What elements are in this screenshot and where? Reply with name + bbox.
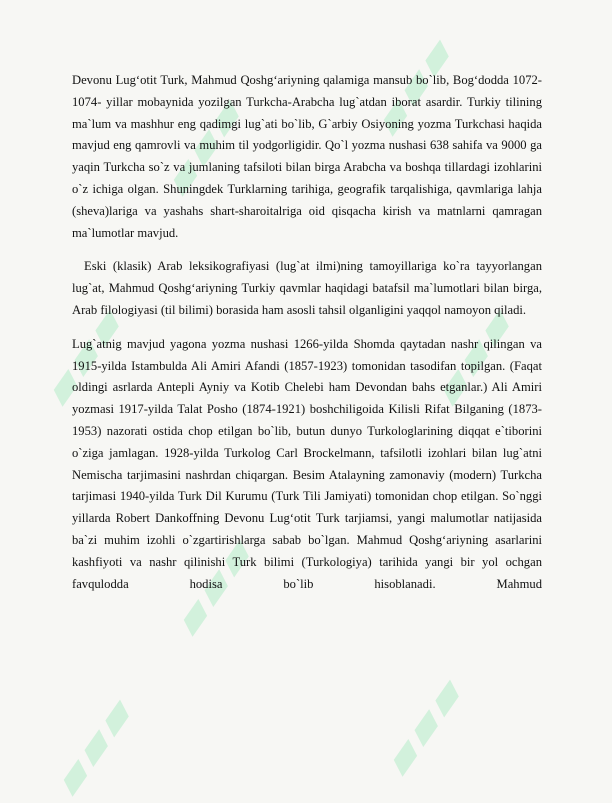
watermark: ▰▰▰	[163, 526, 265, 643]
paragraph: Devonu Lug‘otit Turk, Mahmud Qoshg‘ariyning qalamiga mansub bo`lib, Bog‘dodda 1072-1074- yillar mobaynida yozilgan Turkcha-Arabcha lug`atdan iborat asardir. Turkiy tilining ma`lum va mashhur eng qadimgi lug`ati bo`lib, G`arbiy Osiyoning yozma Turkchasi haqida mavjud eng qamrovli va muhim til yodgorligidir. Qo`l yozma nushasi 638 sahifa va 9000 ga yaqin Turkcha so`z va jumlaning tafsiloti bilan birga Arabcha va boshqa tillardagi izohlarini o`z ichiga olgan. Shuningdek Turklarning tarihiga, geografik tarqalishiga, qavmlariga lahja (sheva)lariga va yashahs shart-sharoitalriga oid qisqacha kirish va matnlarni qamragan ma`lumotlar mavjud.	[72, 73, 542, 240]
watermark: ▰▰▰	[363, 26, 465, 143]
watermark: ▰▰▰	[423, 296, 525, 413]
watermark: ▰▰▰	[33, 296, 135, 413]
document-page	[72, 70, 542, 607]
watermark: ▰▰▰	[373, 666, 475, 783]
paragraph: Eski (klasik) Arab leksikografiyasi (lug`at ilmi)ning tamoyillariga ko`ra tayyorlangan lug`at, Mahmud Qoshg‘ariyning Turkiy qavmlar haqidagi batafsil ma`lumotlari bilan birga, Arab filologiyasi (til bilimi) borasida ham asosli tahsil olganligini yaqqol namoyon qiladi.	[72, 259, 542, 317]
watermark: ▰▰▰	[153, 86, 255, 203]
paragraph: Lug`atnig mavjud yagona yozma nushasi 1266-yilda Shomda qaytadan nashr qilingan va 1915-yilda Istambulda Ali Amiri Afandi (1857-1923) tomonidan tasodifan topilgan. (Faqat oldingi asrlarda Antepli Ayniy va Kotib Chelebi ham Devondan bahs etganlar.) Ali Amiri yozmasi 1917-yilda Talat Posho (1874-1921) boshchiligoida Kilisli Rifat Bilganing (1873-1953) nazorati ostida chop etilgan bo`lib, butun dunyo Turkologlarining diqqat e`tiborini o`ziga jamlagan. 1928-yilda Turkolog Carl Brockelmann, tafsilotli izohlari bilan lug`atni Nemischa tarjimasini nashrdan chiqargan. Besim Atalayning zamonaviy (modern) Turkcha tarjimasi 1940-yilda Turk Dil Kurumu (Turk Tili Jamiyati) tomonidan chop etilgan. So`nggi yillarda Robert Dankoffning Devonu Lug‘otit Turk tarjiamsi, yangi malumotlar natijasida ba`zi muhim izohli o`zgartirishlarga sabab bo`lgan. Mahmud Qoshg‘ariyning asarlarini kashfiyoti va nashr qilinishi Turk bilimi (Turkologiya) tarihida yangi bir yol ochgan favqulodda hodisa bo`lib hisoblanadi. Mahmud	[72, 336, 542, 591]
watermark: ▰▰▰	[43, 686, 145, 803]
